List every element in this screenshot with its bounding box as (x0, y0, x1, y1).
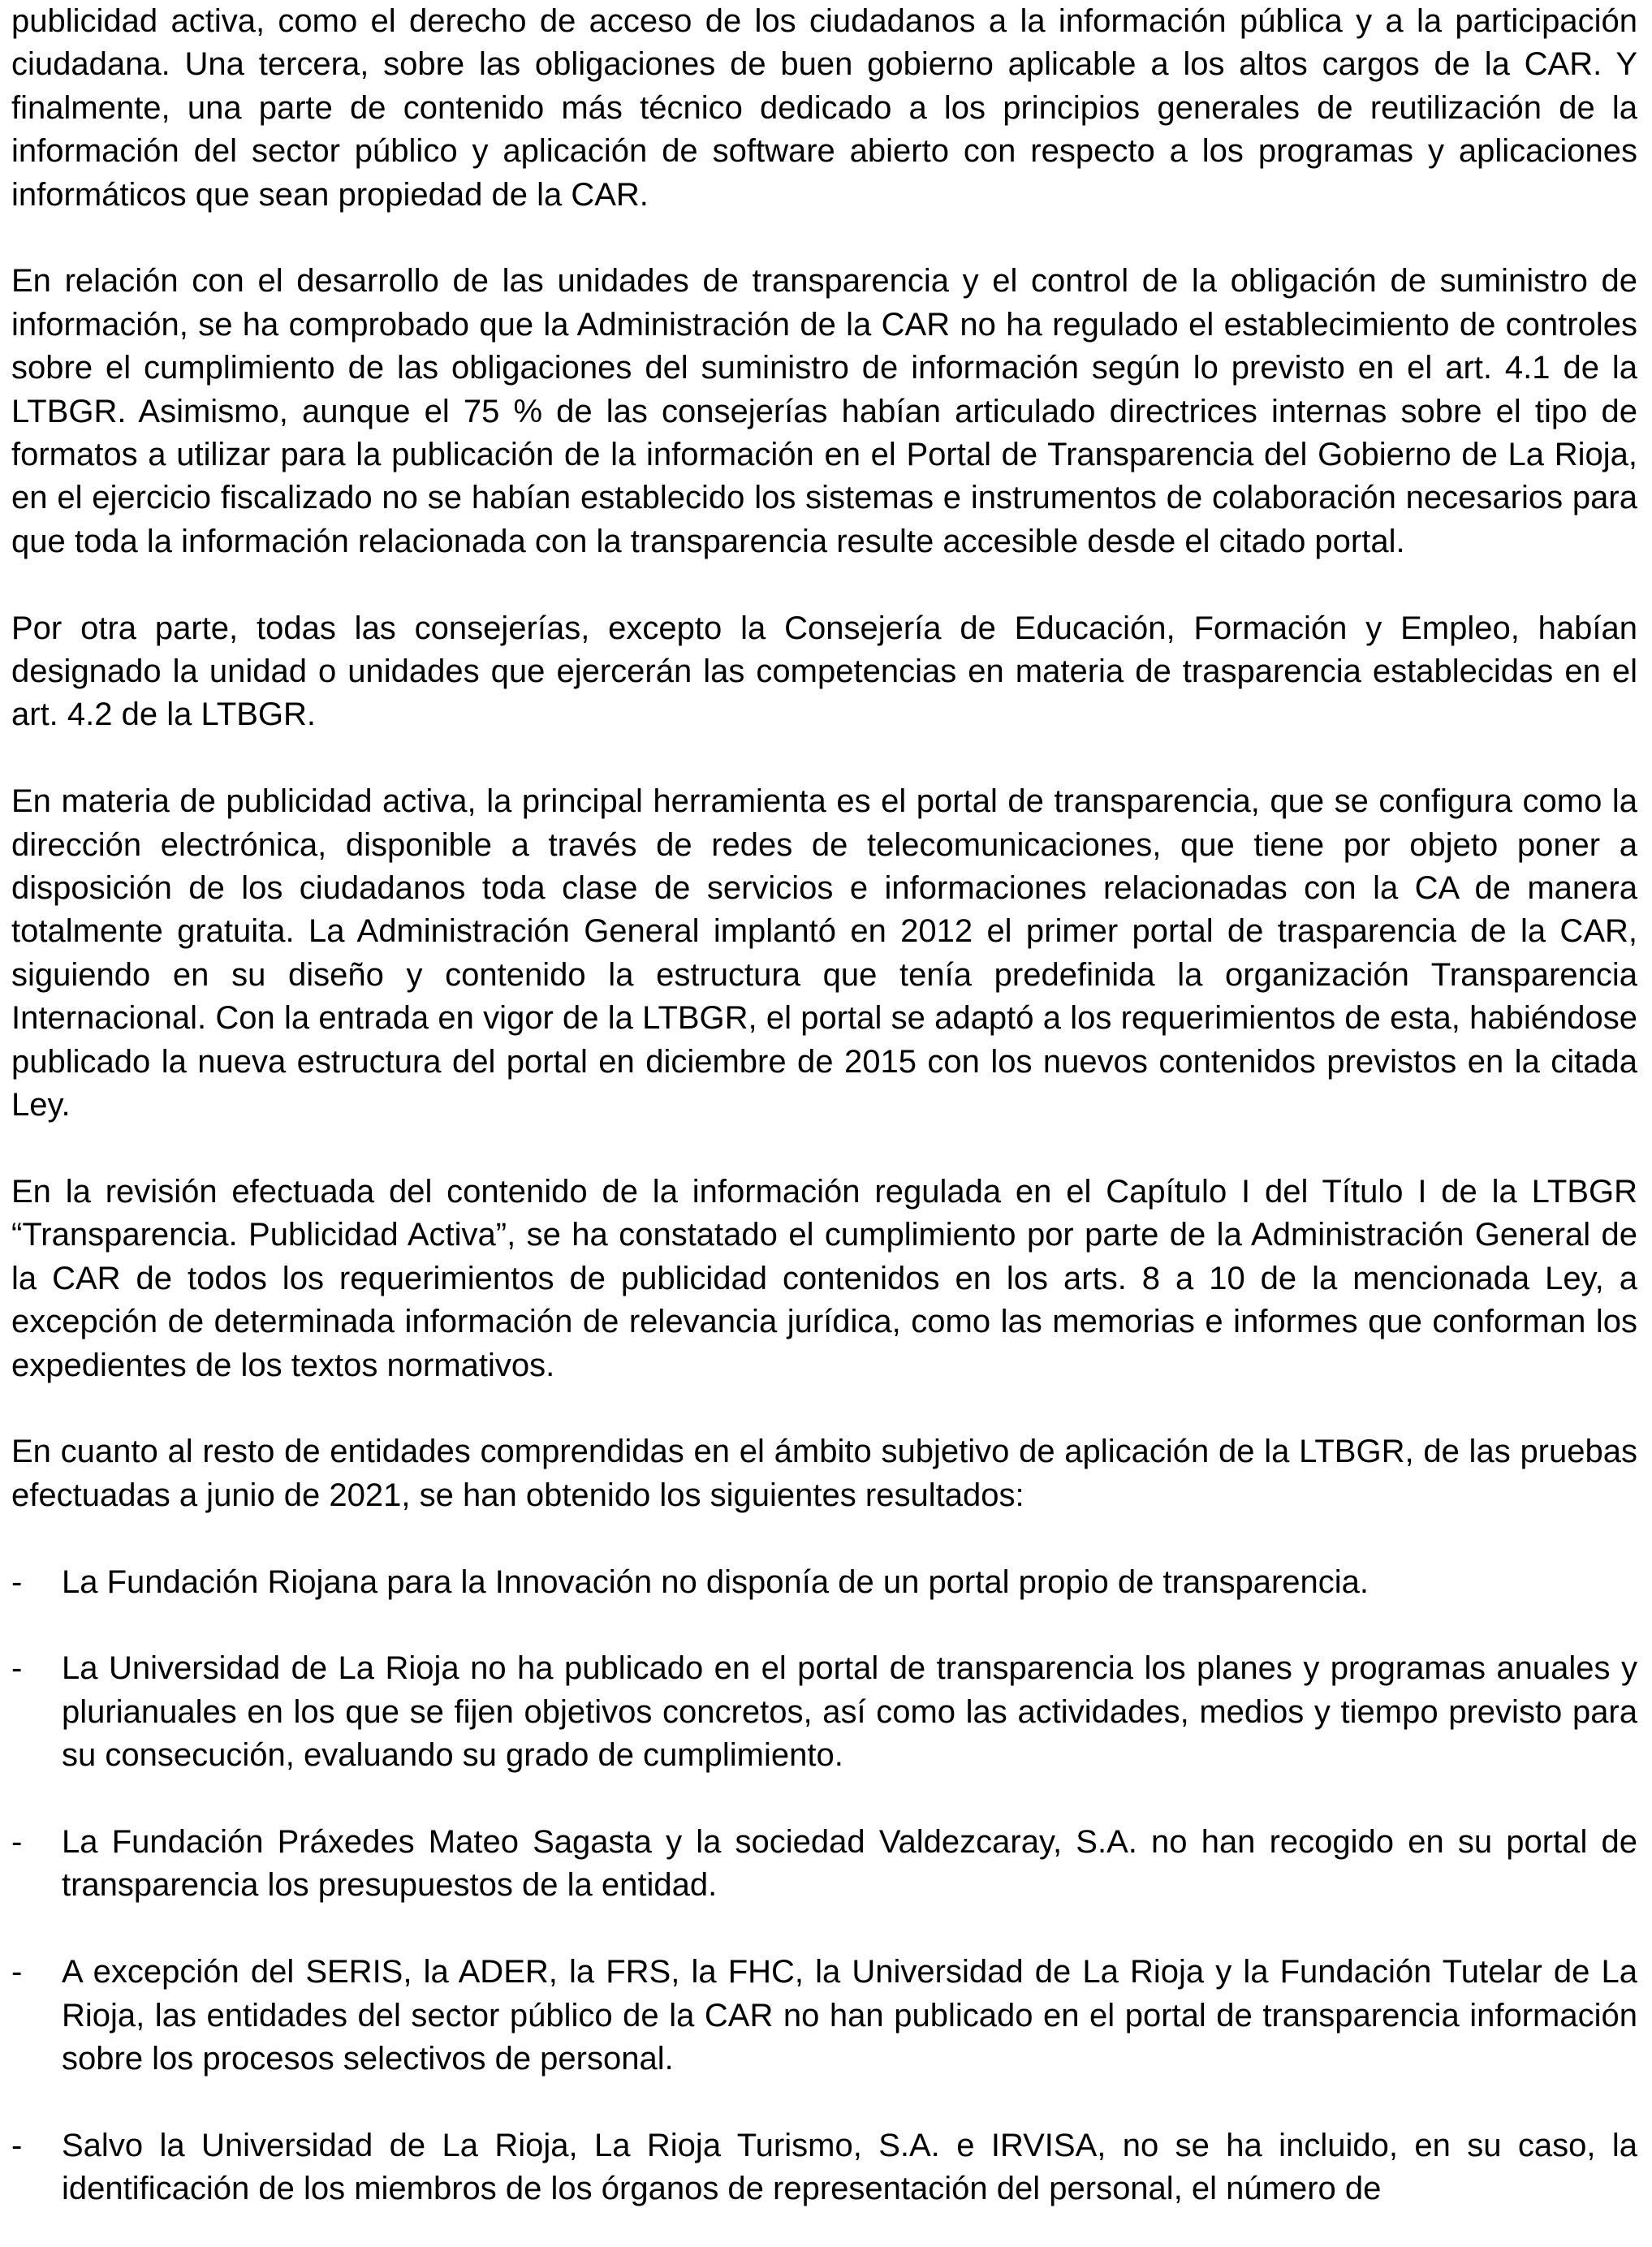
list-item-text: A excepción del SERIS, la ADER, la FRS, la FHC, la Universidad de La Rioja y la Fundación Tutelar de La Rioja, las entidades del sector público de la CAR no han publicado en el portal de transparencia información sobre los procesos selectivos de personal. (62, 1954, 1637, 2077)
paragraph-unidades-transparencia: En relación con el desarrollo de las unidades de transparencia y el control de la obligación de suministro de información, se ha comprobado que la Administración de la CAR no ha regulado el establecimiento de controles sobre el cumplimiento de las obligaciones del suministro de información según lo previsto en el art. 4.1 de la LTBGR. Asimismo, aunque el 75 % de las consejerías habían articulado directrices internas sobre el tipo de formatos a utilizar para la publicación de la información en el Portal de Transparencia del Gobierno de La Rioja, en el ejercicio fiscalizado no se habían establecido los sistemas e instrumentos de colaboración necesarios para que toda la información relacionada con la transparencia resulte accesible desde el citado portal. (11, 263, 1637, 559)
list-item (11, 1647, 1637, 1777)
list-bullet: - (11, 1823, 23, 1860)
paragraph-consejerias: Por otra parte, todas las consejerías, excepto la Consejería de Educación, Formación y Empleo, habían designado la unidad o unidades que ejercerán las competencias en materia de trasparencia establecidas en el art. 4.2 de la LTBGR. (11, 610, 1637, 733)
paragraph-resto-entidades: En cuanto al resto de entidades comprendidas en el ámbito subjetivo de aplicación de la LTBGR, de las pruebas efectuadas a junio de 2021, se han obtenido los siguientes resultados: (11, 1434, 1637, 1513)
document-page (11, 0, 1637, 2211)
list-item-text: La Fundación Práxedes Mateo Sagasta y la sociedad Valdezcaray, S.A. no han recogido en su portal de transparencia los presupuestos de la entidad. (62, 1823, 1637, 1904)
list-item (11, 2124, 1637, 2211)
paragraph-revision-contenido: En la revisión efectuada del contenido de la información regulada en el Capítulo I del Título I de la LTBGR “Transparencia. Publicidad Activa”, se ha constatado el cumplimiento por parte de la Administración General de la CAR de todos los requerimientos de publicidad contenidos en los arts. 8 a 10 de la mencionada Ley, a excepción de determinada información de relevancia jurídica, como las memorias e informes que conforman los expedientes de los textos normativos. (11, 1173, 1637, 1383)
paragraph-portal-transparencia: En materia de publicidad activa, la principal herramienta es el portal de transparencia, que se configura como la dirección electrónica, disponible a través de redes de telecomunicaciones, que tiene por objeto poner a disposición de los ciudadanos toda clase de servicios e informaciones relacionadas con la CA de manera totalmente gratuita. La Administración General implantó en 2012 el primer portal de trasparencia de la CAR, siguiendo en su diseño y contenido la estructura que tenía predefinida la organización Transparencia Internacional. Con la entrada en vigor de la LTBGR, el portal se adaptó a los requerimientos de esta, habiéndose publicado la nueva estructura del portal en diciembre de 2015 con los nuevos contenidos previstos en la citada Ley. (11, 783, 1637, 1124)
list-item (11, 1821, 1637, 1908)
list-bullet: - (11, 2127, 23, 2163)
paragraph-publicidad-activa: publicidad activa, como el derecho de acceso de los ciudadanos a la información pública y a la participación ciudadana. Una tercera, sobre las obligaciones de buen gobierno aplicable a los altos cargos de la CAR. Y finalmente, una parte de contenido más técnico dedicado a los principios generales de reutilización de la información del sector público y aplicación de software abierto con respecto a los programas y aplicaciones informáticos que sean propiedad de la CAR. (11, 3, 1637, 213)
list-item-text: Salvo la Universidad de La Rioja, La Rioja Turismo, S.A. e IRVISA, no se ha incluido, en su caso, la identificación de los miembros de los órganos de representación del personal, el número de (62, 2127, 1637, 2207)
list-item-text: La Universidad de La Rioja no ha publicado en el portal de transparencia los planes y programas anuales y plurianuales en los que se fijen objetivos concretos, así como las actividades, medios y tiempo previsto para su consecución, evaluando su grado de cumplimiento. (62, 1650, 1637, 1774)
list-item-text: La Fundación Riojana para la Innovación no disponía de un portal propio de transparencia. (62, 1563, 1369, 1600)
list-item (11, 1561, 1637, 1604)
list-bullet: - (11, 1650, 23, 1687)
results-list (11, 1561, 1637, 2211)
list-bullet: - (11, 1563, 23, 1600)
list-item (11, 1951, 1637, 2081)
list-bullet: - (11, 1954, 23, 1990)
